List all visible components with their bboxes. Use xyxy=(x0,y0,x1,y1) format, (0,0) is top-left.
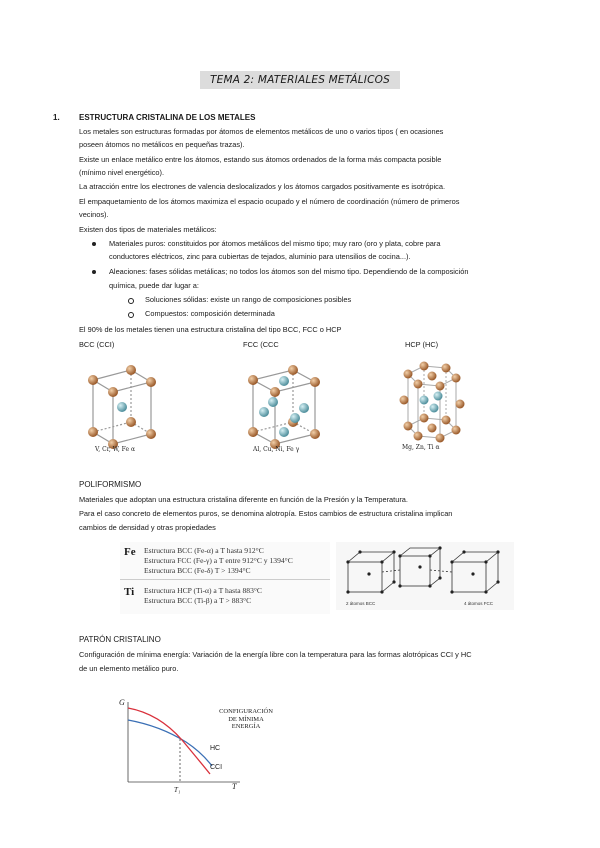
bcc-caption: V, Cr, W, Fe α xyxy=(95,446,135,453)
paragraph-line: La atracción entre los electrones de valencia deslocalizados y los átomos cargados positivamente es isotrópica. xyxy=(79,182,446,191)
paragraph-line: cambios de densidad y otras propiedades xyxy=(79,523,216,532)
paragraph-line: Configuración de mínima energía: Variación de la energía libre con la temperatura para las formas alotrópicas CCI y HC xyxy=(79,650,472,659)
ti-line: Estructura HCP (Ti-α) a T hasta 883°C xyxy=(144,586,262,595)
paragraph-line: Para el caso concreto de elementos puros, se denomina alotropía. Estos cambios de estructura cristalina implican xyxy=(79,509,453,518)
section-heading: ESTRUCTURA CRISTALINA DE LOS METALES xyxy=(79,113,256,122)
caption-line: ENERGÍA xyxy=(231,723,261,730)
hc-label: HC xyxy=(210,745,221,752)
fe-line: Estructura BCC (Fe-δ) T > 1394°C xyxy=(144,566,251,575)
cell-caption-fcc: 4 átomos FCC xyxy=(464,601,494,606)
table-divider xyxy=(120,579,330,580)
ti-symbol: Ti xyxy=(124,586,135,598)
fe-symbol: Fe xyxy=(124,546,136,558)
cci-label: CCI xyxy=(210,764,223,771)
caption-line: DE MÍNIMA xyxy=(228,715,264,723)
paragraph-line: Existen dos tipos de materiales metálicos: xyxy=(79,225,217,234)
hc-curve xyxy=(128,720,212,766)
energy-graph xyxy=(110,694,310,798)
cci-curve xyxy=(128,708,210,774)
paragraph-line: El empaquetamiento de los átomos maximiza el espacio ocupado y el número de coordinación (número de primeros xyxy=(79,197,460,206)
paragraph-line: Los metales son estructuras formadas por átomos de elementos metálicos de uno o varios tipos ( en ocasiones xyxy=(79,127,444,136)
graph-caption xyxy=(216,708,276,731)
t1-label: T₁ xyxy=(174,786,181,794)
polimorfismo-heading: POLIFORMISMO xyxy=(79,480,142,489)
title-wrapper xyxy=(0,71,600,89)
y-axis-label: G xyxy=(119,698,125,707)
fcc-caption: Al, Cu, Ni, Fe γ xyxy=(253,446,300,453)
page-title: TEMA 2: MATERIALES METÁLICOS xyxy=(200,71,400,89)
paragraph-line: Materiales que adoptan una estructura cristalina diferente en función de la Presión y la Temperatura. xyxy=(79,495,408,504)
sub-bullet-circle xyxy=(128,298,134,304)
bullet-text: conductores eléctricos, zinc para cubiertas de tejados, aluminio para utensilios de cocina...). xyxy=(109,252,411,261)
patron-heading: PATRÓN CRISTALINO xyxy=(79,635,161,644)
bullet-dot xyxy=(92,242,96,246)
caption-line: CONFIGURACIÓN xyxy=(219,708,273,715)
sub-bullet-text: Compuestos: composición determinada xyxy=(145,309,275,318)
bullet-text: Materiales puros: constituidos por átomos metálicos del mismo tipo; muy raro (oro y plata, cobre para xyxy=(109,239,441,248)
cell-caption-bcc: 2 átomos BCC xyxy=(346,601,376,606)
paragraph-line: Existe un enlace metálico entre los átomos, estando sus átomos ordenados de la forma más compacta posible xyxy=(79,155,442,164)
unit-cells-figure xyxy=(336,542,514,610)
bcc-figure xyxy=(81,362,163,458)
paragraph-line: (mínimo nivel energético). xyxy=(79,168,165,177)
bullet-text: Aleaciones: fases sólidas metálicas; no todos los átomos son del mismo tipo. Dependiendo de la composición xyxy=(109,267,469,276)
fcc-figure xyxy=(241,362,329,458)
sub-bullet-circle xyxy=(128,312,134,318)
paragraph-line: poseen átomos no metálicos en pequeñas trazas). xyxy=(79,140,245,149)
section-number: 1. xyxy=(53,113,60,122)
bullet-text: química, puede dar lugar a: xyxy=(109,281,199,290)
allotropy-table xyxy=(120,542,330,614)
fe-line: Estructura FCC (Fe-γ) a T entre 912°C y 1394°C xyxy=(144,556,293,565)
ti-line: Estructura BCC (Ti-β) a T > 883°C xyxy=(144,596,252,605)
sub-bullet-text: Soluciones sólidas: existe un rango de composiciones posibles xyxy=(145,295,352,304)
bullet-dot xyxy=(92,270,96,274)
fcc-label: FCC (CCC xyxy=(243,340,279,349)
hcp-figure xyxy=(394,360,466,458)
bcc-label: BCC (CCI) xyxy=(79,340,115,349)
paragraph-line: de un elemento metálico puro. xyxy=(79,664,179,673)
hcp-label: HCP (HC) xyxy=(405,340,439,349)
fe-line: Estructura BCC (Fe-α) a T hasta 912°C xyxy=(144,546,264,555)
hcp-caption: Mg, Zn, Ti α xyxy=(402,444,440,451)
paragraph-line: vecinos). xyxy=(79,210,109,219)
structures-intro: El 90% de los metales tienen una estructura cristalina del tipo BCC, FCC o HCP xyxy=(79,325,342,334)
x-axis-label: T xyxy=(232,782,237,791)
